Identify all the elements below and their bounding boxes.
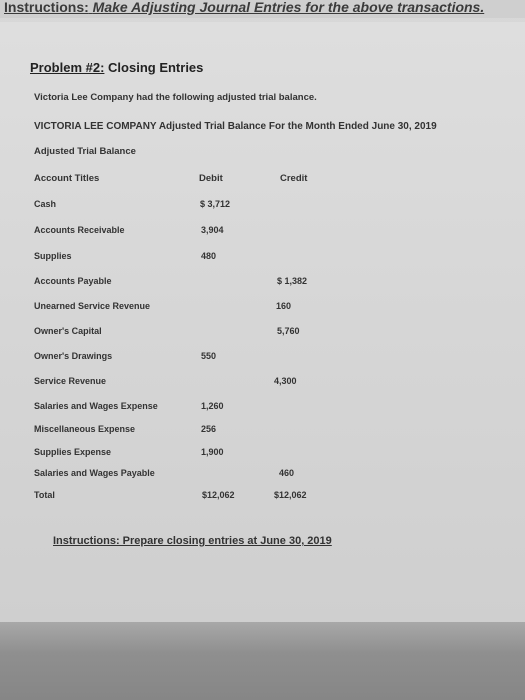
trial-balance-subheading: Adjusted Trial Balance (34, 146, 136, 157)
account-title: Service Revenue (34, 376, 107, 386)
debit-amount: 1,900 (201, 447, 224, 457)
top-strip (0, 0, 525, 18)
debit-amount: 256 (201, 424, 217, 434)
column-header-debit: Debit (199, 173, 223, 184)
problem-title (30, 60, 203, 75)
account-title: Miscellaneous Expense (34, 424, 136, 434)
column-header-credit: Credit (280, 173, 308, 184)
table-row (34, 468, 334, 482)
table-row (34, 376, 334, 390)
table-row-total (34, 490, 334, 504)
intro-text: Victoria Lee Company had the following adjusted trial balance. (34, 92, 317, 103)
statement-heading: VICTORIA LEE COMPANY Adjusted Trial Balance For the Month Ended June 30, 2019 (34, 121, 437, 132)
top-instruction (4, 0, 484, 15)
account-title: Supplies Expense (34, 447, 112, 457)
account-title: Total (34, 490, 55, 500)
table-row (34, 199, 334, 213)
credit-amount: 160 (276, 301, 292, 311)
credit-amount: 460 (279, 468, 295, 478)
table-row (34, 251, 334, 265)
account-title: Cash (34, 199, 57, 209)
table-row (34, 401, 334, 415)
account-title: Accounts Payable (34, 276, 112, 286)
account-title: Salaries and Wages Expense (34, 401, 158, 411)
debit-amount: 3,904 (201, 225, 224, 235)
credit-amount: 5,760 (277, 326, 300, 336)
account-title: Owner's Drawings (34, 351, 113, 361)
credit-amount: $12,062 (274, 490, 307, 500)
debit-amount: 550 (201, 351, 217, 361)
debit-amount: $12,062 (202, 490, 235, 500)
problem-number: Problem #2: (30, 60, 105, 75)
bottom-instruction: Instructions: Prepare closing entries at June 30, 2019 (53, 535, 332, 547)
account-title: Unearned Service Revenue (34, 301, 151, 311)
table-row (34, 424, 334, 438)
account-title: Salaries and Wages Payable (34, 468, 155, 478)
credit-amount: $ 1,382 (277, 276, 308, 286)
account-title: Accounts Receivable (34, 225, 125, 235)
table-row (34, 447, 334, 461)
debit-amount: $ 3,712 (200, 199, 231, 209)
table-row (34, 225, 334, 239)
table-row (34, 351, 334, 365)
table-row (34, 276, 334, 290)
problem-name: Closing Entries (108, 60, 204, 75)
top-instruction-label: Instructions: (4, 0, 89, 15)
debit-amount: 1,260 (201, 401, 224, 411)
account-title: Owner's Capital (34, 326, 102, 336)
column-header-account: Account Titles (34, 173, 100, 184)
credit-amount: 4,300 (274, 376, 297, 386)
table-row (34, 326, 334, 340)
screen-bezel (0, 622, 525, 700)
worksheet-paper (0, 22, 525, 622)
debit-amount: 480 (201, 251, 217, 261)
table-row (34, 301, 334, 315)
account-title: Supplies (34, 251, 72, 261)
top-instruction-text: Make Adjusting Journal Entries for the above transactions. (92, 0, 485, 15)
